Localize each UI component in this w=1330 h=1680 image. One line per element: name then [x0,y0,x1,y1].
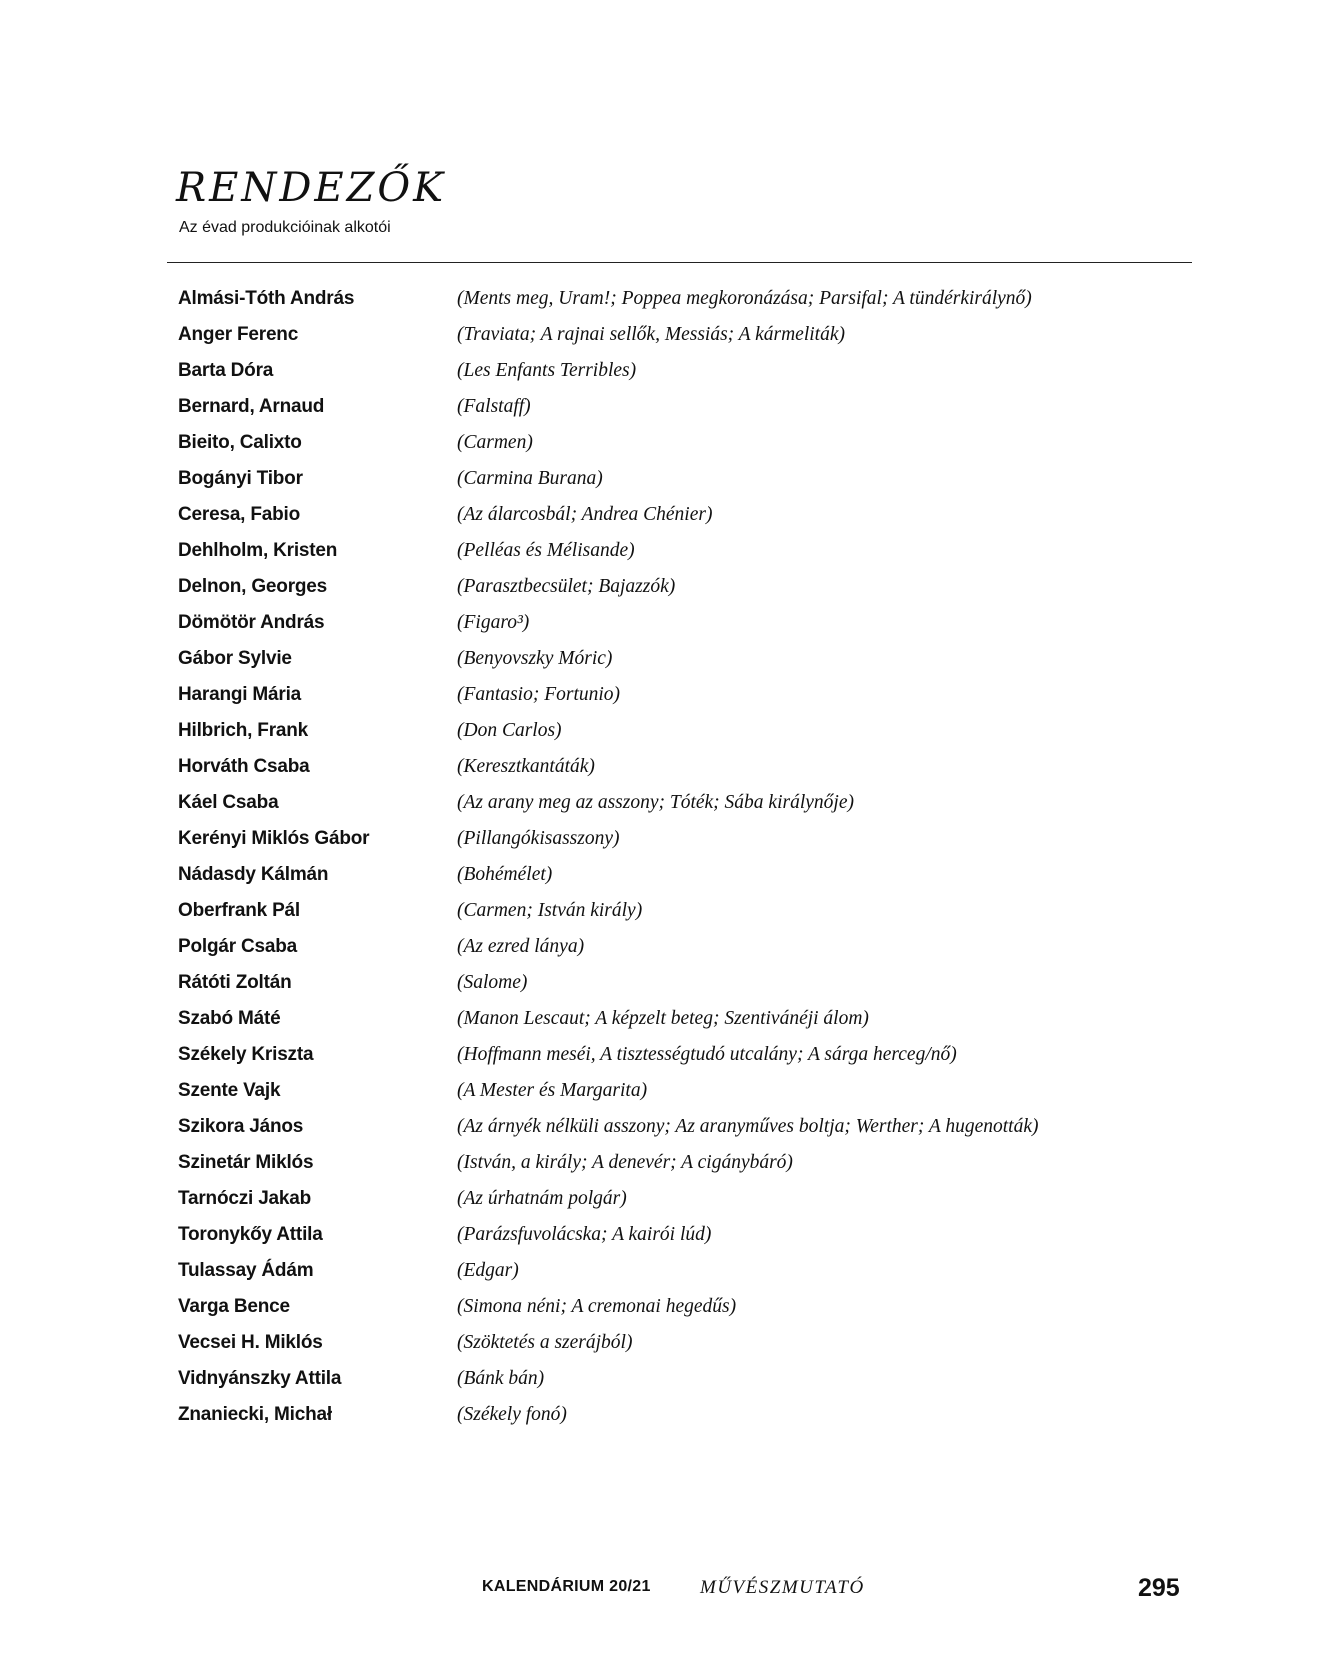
director-works: (Hoffmann meséi, A tisztességtudó utcalány; A sárga herceg/nő) [457,1044,957,1065]
director-name: Anger Ferenc [178,324,299,345]
director-row [0,785,1330,821]
director-works: (Benyovszky Móric) [457,648,613,669]
director-name: Rátóti Zoltán [178,972,292,993]
director-name: Ceresa, Fabio [178,504,301,525]
director-name: Bernard, Arnaud [178,396,325,417]
director-works: (Carmen; István király) [457,900,643,921]
director-row [0,1325,1330,1361]
director-name: Vidnyánszky Attila [178,1368,342,1389]
director-works: (István, a király; A denevér; A cigánybáró) [457,1152,793,1173]
director-name: Znaniecki, Michał [178,1404,332,1425]
director-works: (Pelléas és Mélisande) [457,540,635,561]
director-works: (Bohémélet) [457,864,553,885]
director-row [0,1073,1330,1109]
header-divider [167,262,1192,263]
director-row [0,677,1330,713]
director-name: Polgár Csaba [178,936,298,957]
director-works: (Az álarcosbál; Andrea Chénier) [457,504,713,525]
director-row [0,1001,1330,1037]
director-works: (Simona néni; A cremonai hegedűs) [457,1296,737,1317]
director-row [0,1217,1330,1253]
page-title: RENDEZŐK [176,165,447,211]
director-name: Delnon, Georges [178,576,328,597]
director-name: Harangi Mária [178,684,302,705]
director-row [0,713,1330,749]
director-works: (Figaro³) [457,612,530,633]
director-name: Tarnóczi Jakab [178,1188,312,1209]
director-row [0,1289,1330,1325]
director-works: (Az úrhatnám polgár) [457,1188,627,1209]
director-name: Toronykőy Attila [178,1224,323,1245]
director-row [0,641,1330,677]
director-name: Horváth Csaba [178,756,310,777]
director-row [0,965,1330,1001]
director-works: (Bánk bán) [457,1368,545,1389]
director-name: Szente Vajk [178,1080,281,1101]
footer-section: MŰVÉSZMUTATÓ [700,1577,865,1598]
director-row [0,281,1330,317]
director-row [0,893,1330,929]
director-works: (Carmina Burana) [457,468,603,489]
director-name: Hilbrich, Frank [178,720,309,741]
director-name: Bieito, Calixto [178,432,302,453]
directors-list [0,281,1330,1433]
director-works: (Les Enfants Terribles) [457,360,637,381]
director-row [0,1181,1330,1217]
director-row [0,929,1330,965]
director-works: (Parázsfuvolácska; A kairói lúd) [457,1224,712,1245]
director-name: Bogányi Tibor [178,468,303,489]
director-name: Dehlholm, Kristen [178,540,338,561]
director-row [0,857,1330,893]
director-works: (Carmen) [457,432,533,453]
director-name: Almási-Tóth András [178,288,355,309]
director-row [0,1253,1330,1289]
director-row [0,749,1330,785]
director-row [0,533,1330,569]
director-works: (Pillangókisasszony) [457,828,620,849]
director-row [0,497,1330,533]
director-name: Tulassay Ádám [178,1260,314,1281]
director-works: (Salome) [457,972,528,993]
director-name: Szinetár Miklós [178,1152,314,1173]
director-row [0,1397,1330,1433]
page-footer [0,1574,1330,1604]
director-name: Gábor Sylvie [178,648,292,669]
director-name: Kerényi Miklós Gábor [178,828,370,849]
director-row [0,425,1330,461]
page-number: 295 [1138,1574,1180,1602]
director-works: (Az árnyék nélküli asszony; Az aranyműves boltja; Werther; A hugenották) [457,1116,1039,1137]
director-name: Székely Kriszta [178,1044,314,1065]
director-works: (Traviata; A rajnai sellők, Messiás; A kármeliták) [457,324,845,345]
director-row [0,1145,1330,1181]
director-name: Szikora János [178,1116,304,1137]
director-row [0,569,1330,605]
director-works: (Falstaff) [457,396,531,417]
director-works: (Keresztkantáták) [457,756,595,777]
director-row [0,353,1330,389]
director-works: (Az ezred lánya) [457,936,585,957]
director-name: Káel Csaba [178,792,279,813]
footer-publication: KALENDÁRIUM 20/21 [482,1578,651,1595]
director-name: Barta Dóra [178,360,274,381]
director-works: (Manon Lescaut; A képzelt beteg; Szentivánéji álom) [457,1008,869,1029]
director-row [0,1109,1330,1145]
director-name: Vecsei H. Miklós [178,1332,323,1353]
director-works: (Székely fonó) [457,1404,567,1425]
page-subtitle: Az évad produkcióinak alkotói [179,219,391,236]
director-works: (Parasztbecsület; Bajazzók) [457,576,676,597]
director-row [0,317,1330,353]
director-works: (Az arany meg az asszony; Tóték; Sába királynője) [457,792,854,813]
director-name: Oberfrank Pál [178,900,301,921]
director-works: (Szöktetés a szerájból) [457,1332,633,1353]
director-name: Nádasdy Kálmán [178,864,329,885]
director-row [0,389,1330,425]
director-works: (Don Carlos) [457,720,562,741]
director-name: Dömötör András [178,612,325,633]
director-works: (A Mester és Margarita) [457,1080,648,1101]
director-row [0,1361,1330,1397]
director-works: (Fantasio; Fortunio) [457,684,621,705]
director-name: Varga Bence [178,1296,290,1317]
director-works: (Ments meg, Uram!; Poppea megkoronázása; Parsifal; A tündérkirálynő) [457,288,1032,309]
director-row [0,461,1330,497]
director-row [0,821,1330,857]
director-row [0,605,1330,641]
director-works: (Edgar) [457,1260,519,1281]
director-name: Szabó Máté [178,1008,281,1029]
director-row [0,1037,1330,1073]
